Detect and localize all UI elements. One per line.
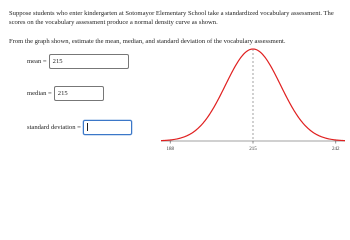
median-field xyxy=(27,86,104,101)
mean-label: mean = xyxy=(27,58,47,65)
normal-density-chart xyxy=(161,43,345,157)
problem-intro: Suppose students who enter kindergarten at Sotomayor Elementary School take a standardized vocabulary assessment. The scores on the vocabulary assessment produce a normal density curve as shown. xyxy=(9,10,334,26)
mean-input[interactable]: 215 xyxy=(49,54,129,69)
problem-instruction: From the graph shown, estimate the mean, median, and standard deviation of the vocabulary assessment. xyxy=(9,38,286,45)
median-label: median = xyxy=(27,90,52,97)
plot-area xyxy=(161,49,345,152)
x-tick-label: 188 xyxy=(166,147,174,152)
standard-deviation-label: standard deviation = xyxy=(27,124,81,131)
x-tick-label: 242 xyxy=(332,147,340,152)
median-input[interactable]: 215 xyxy=(54,86,104,101)
x-tick-label: 215 xyxy=(249,147,257,152)
standard-deviation-input[interactable] xyxy=(83,120,132,135)
text-caret xyxy=(87,123,88,131)
standard-deviation-field xyxy=(27,120,132,135)
mean-field xyxy=(27,54,129,69)
